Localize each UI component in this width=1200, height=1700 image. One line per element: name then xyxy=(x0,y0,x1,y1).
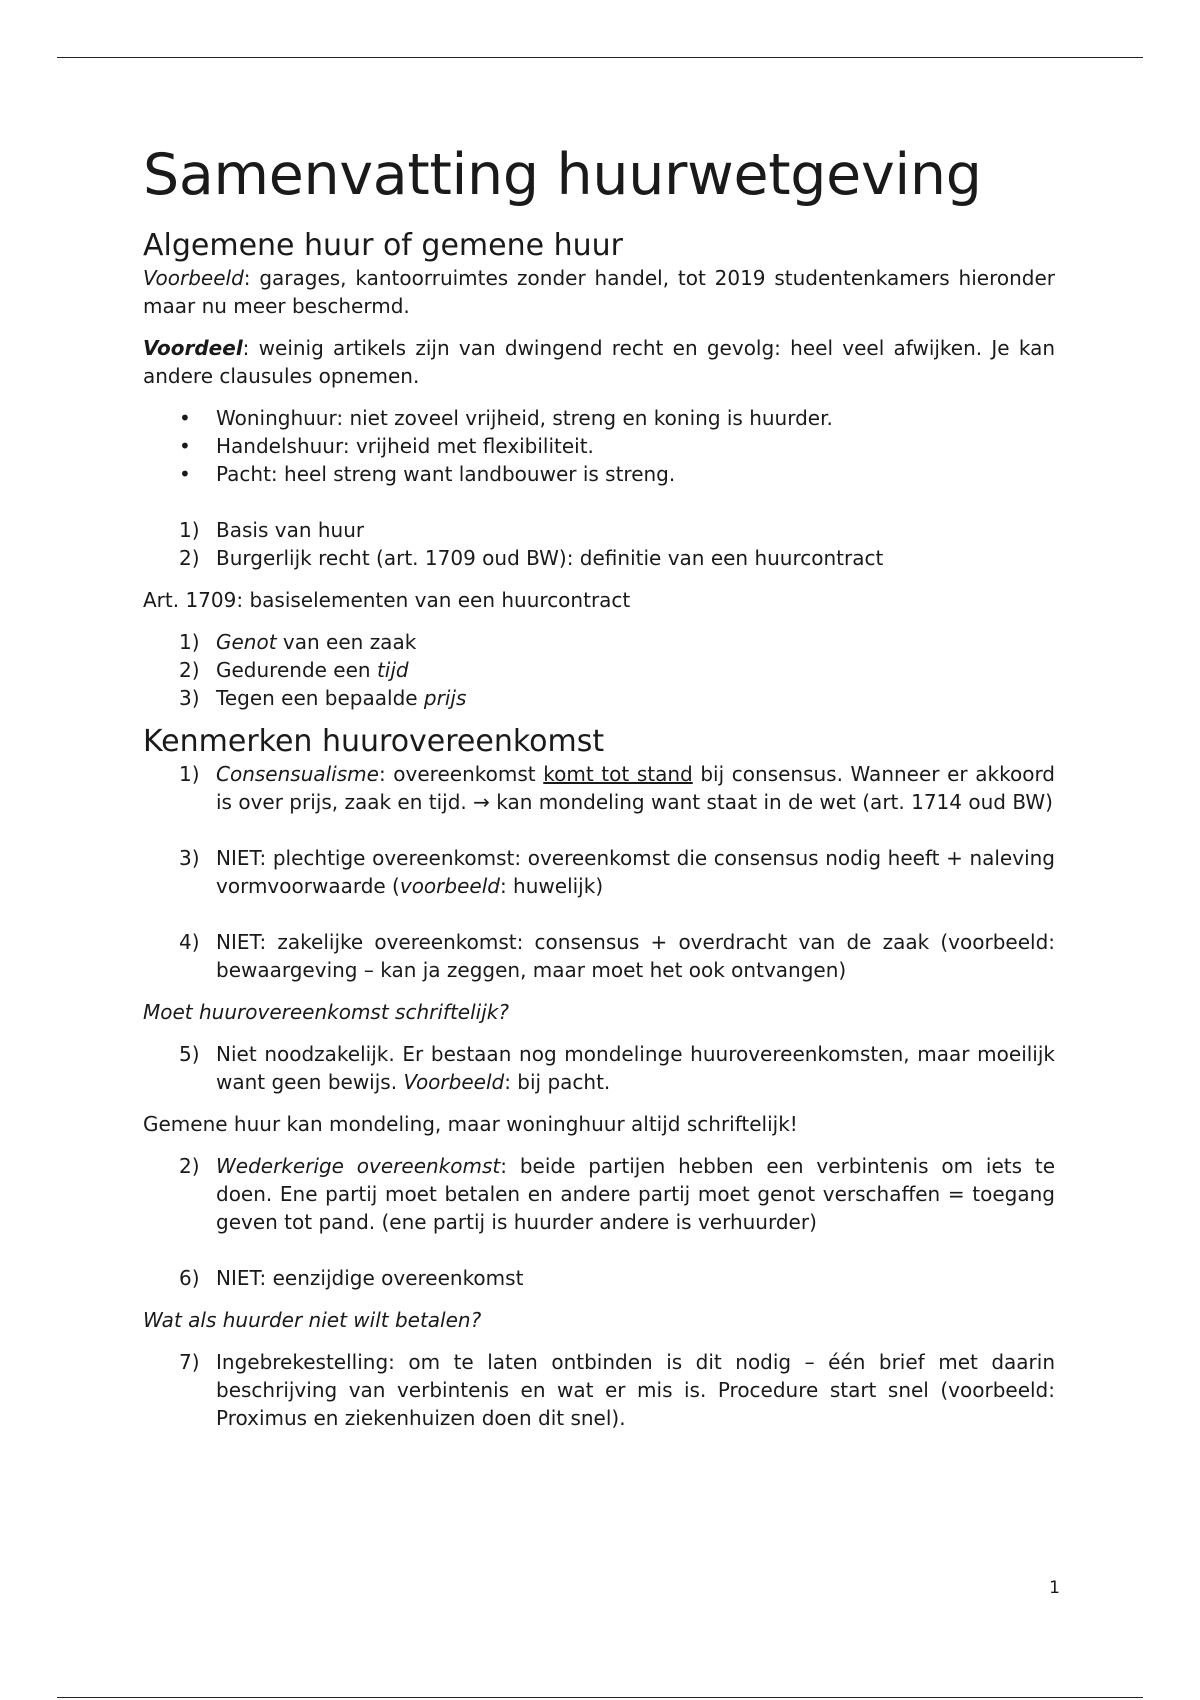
item-number: 1) xyxy=(179,518,200,542)
lease-types-list xyxy=(143,404,1055,488)
list-item xyxy=(143,844,1055,900)
characteristics-list-b xyxy=(143,1040,1055,1096)
item-number: 1) xyxy=(179,762,200,786)
list-item xyxy=(143,628,1055,656)
item-number: 5) xyxy=(179,1042,200,1066)
list-item xyxy=(143,544,1055,572)
item-text: kan mondeling want staat in de wet (art. 1714 oud BW) xyxy=(489,790,1053,814)
contract-elements-list xyxy=(143,628,1055,712)
basis-list xyxy=(143,516,1055,572)
item-italic: prijs xyxy=(423,686,467,710)
section-heading-characteristics: Kenmerken huurovereenkomst xyxy=(143,724,605,759)
item-italic: voorbeeld xyxy=(399,874,500,898)
item-italic: Wederkerige overeenkomst xyxy=(216,1154,501,1178)
item-number: 7) xyxy=(179,1350,200,1374)
item-italic: Consensualisme xyxy=(216,762,379,786)
list-item: • Pacht: heel streng want landbouwer is streng. xyxy=(143,460,1055,488)
list-item xyxy=(143,684,1055,712)
item-number: 4) xyxy=(179,930,200,954)
list-item: • Woninghuur: niet zoveel vrijheid, streng en koning is huurder. xyxy=(143,404,1055,432)
example-label: Voorbeeld xyxy=(143,266,244,290)
characteristics-list-d xyxy=(143,1348,1055,1432)
arrow-icon: → xyxy=(473,790,490,814)
item-number: 2) xyxy=(179,546,200,570)
item-text: : beide partijen hebben een verbintenis om iets te doen. Ene partij moet betalen en andere partij moet genot verschaffen = toegang geven tot pand. (ene partij is huurder andere is verhuurder) xyxy=(216,1154,1055,1234)
characteristics-list-a xyxy=(143,760,1055,984)
document-body xyxy=(143,140,1055,1432)
advantage-paragraph xyxy=(143,334,1055,390)
item-text: Basis van huur xyxy=(216,518,365,542)
question-text: Wat als huurder niet wilt betalen? xyxy=(143,1308,482,1332)
question-written xyxy=(143,998,1055,1026)
advantage-text: : weinig artikels zijn van dwingend recht en gevolg: heel veel afwijken. Je kan andere clausules opnemen. xyxy=(143,336,1055,388)
item-italic: Voorbeeld xyxy=(403,1070,505,1094)
item-number: 1) xyxy=(179,630,200,654)
header-rule xyxy=(57,57,1143,58)
list-item xyxy=(143,928,1055,984)
item-italic: tijd xyxy=(376,658,409,682)
list-item xyxy=(143,1152,1055,1236)
item-text: Ingebrekestelling: om te laten ontbinden is dit nodig – één brief met daarin beschrijving van verbintenis en wat er mis is. Procedure start snel (voorbeeld: Proximus en ziekenhuizen doen dit snel). xyxy=(216,1350,1055,1430)
example-paragraph xyxy=(143,264,1055,320)
note-oral-vs-written: Gemene huur kan mondeling, maar woninghuur altijd schriftelijk! xyxy=(143,1112,798,1136)
characteristics-list-c xyxy=(143,1152,1055,1292)
item-text: : bij pacht. xyxy=(504,1070,611,1094)
item-underlined: komt tot stand xyxy=(543,762,693,786)
item-number: 3) xyxy=(179,686,200,710)
example-text: : garages, kantoorruimtes zonder handel, tot 2019 studentenkamers hieronder maar nu meer beschermd. xyxy=(143,266,1055,318)
item-text: Gedurende een xyxy=(216,658,377,682)
item-text: : overeenkomst xyxy=(378,762,544,786)
section-heading-general-lease: Algemene huur of gemene huur xyxy=(143,228,623,263)
list-item xyxy=(143,1040,1055,1096)
item-text: NIET: zakelijke overeenkomst: consensus + overdracht van de zaak (voorbeeld: bewaargeving – kan ja zeggen, maar moet het ook ontvangen) xyxy=(216,930,1055,982)
item-text: van een zaak xyxy=(276,630,417,654)
item-text: Tegen een bepaalde xyxy=(216,686,424,710)
item-number: 3) xyxy=(179,846,200,870)
item-number: 2) xyxy=(179,1154,200,1178)
question-text: Moet huurovereenkomst schriftelijk? xyxy=(143,1000,509,1024)
item-number: 2) xyxy=(179,658,200,682)
item-text: bij consensus. Wanneer er akkoord is over prijs, zaak en tijd. xyxy=(216,762,1056,814)
article-1709-line: Art. 1709: basiselementen van een huurcontract xyxy=(143,588,631,612)
item-text: Burgerlijk recht (art. 1709 oud BW): definitie van een huurcontract xyxy=(216,546,884,570)
list-item xyxy=(143,516,1055,544)
advantage-label: Voordeel xyxy=(143,336,243,360)
question-not-paying xyxy=(143,1306,1055,1334)
footer-rule xyxy=(57,1697,1143,1698)
list-item xyxy=(143,656,1055,684)
item-text: NIET: plechtige overeenkomst: overeenkomst die consensus nodig heeft + naleving vormvoorwaarde ( xyxy=(216,846,1055,898)
document-title: Samenvatting huurwetgeving xyxy=(143,142,982,208)
item-text: Niet noodzakelijk. Er bestaan nog mondelinge huurovereenkomsten, maar moeilijk want geen bewijs. xyxy=(216,1042,1055,1094)
item-italic: Genot xyxy=(216,630,277,654)
list-item xyxy=(143,760,1055,816)
list-item xyxy=(143,1264,1055,1292)
list-item xyxy=(143,1348,1055,1432)
item-number: 6) xyxy=(179,1266,200,1290)
item-text: : huwelijk) xyxy=(499,874,604,898)
page-number: 1 xyxy=(1049,1578,1060,1598)
item-text: NIET: eenzijdige overeenkomst xyxy=(216,1266,524,1290)
list-item: • Handelshuur: vrijheid met flexibiliteit. xyxy=(143,432,1055,460)
